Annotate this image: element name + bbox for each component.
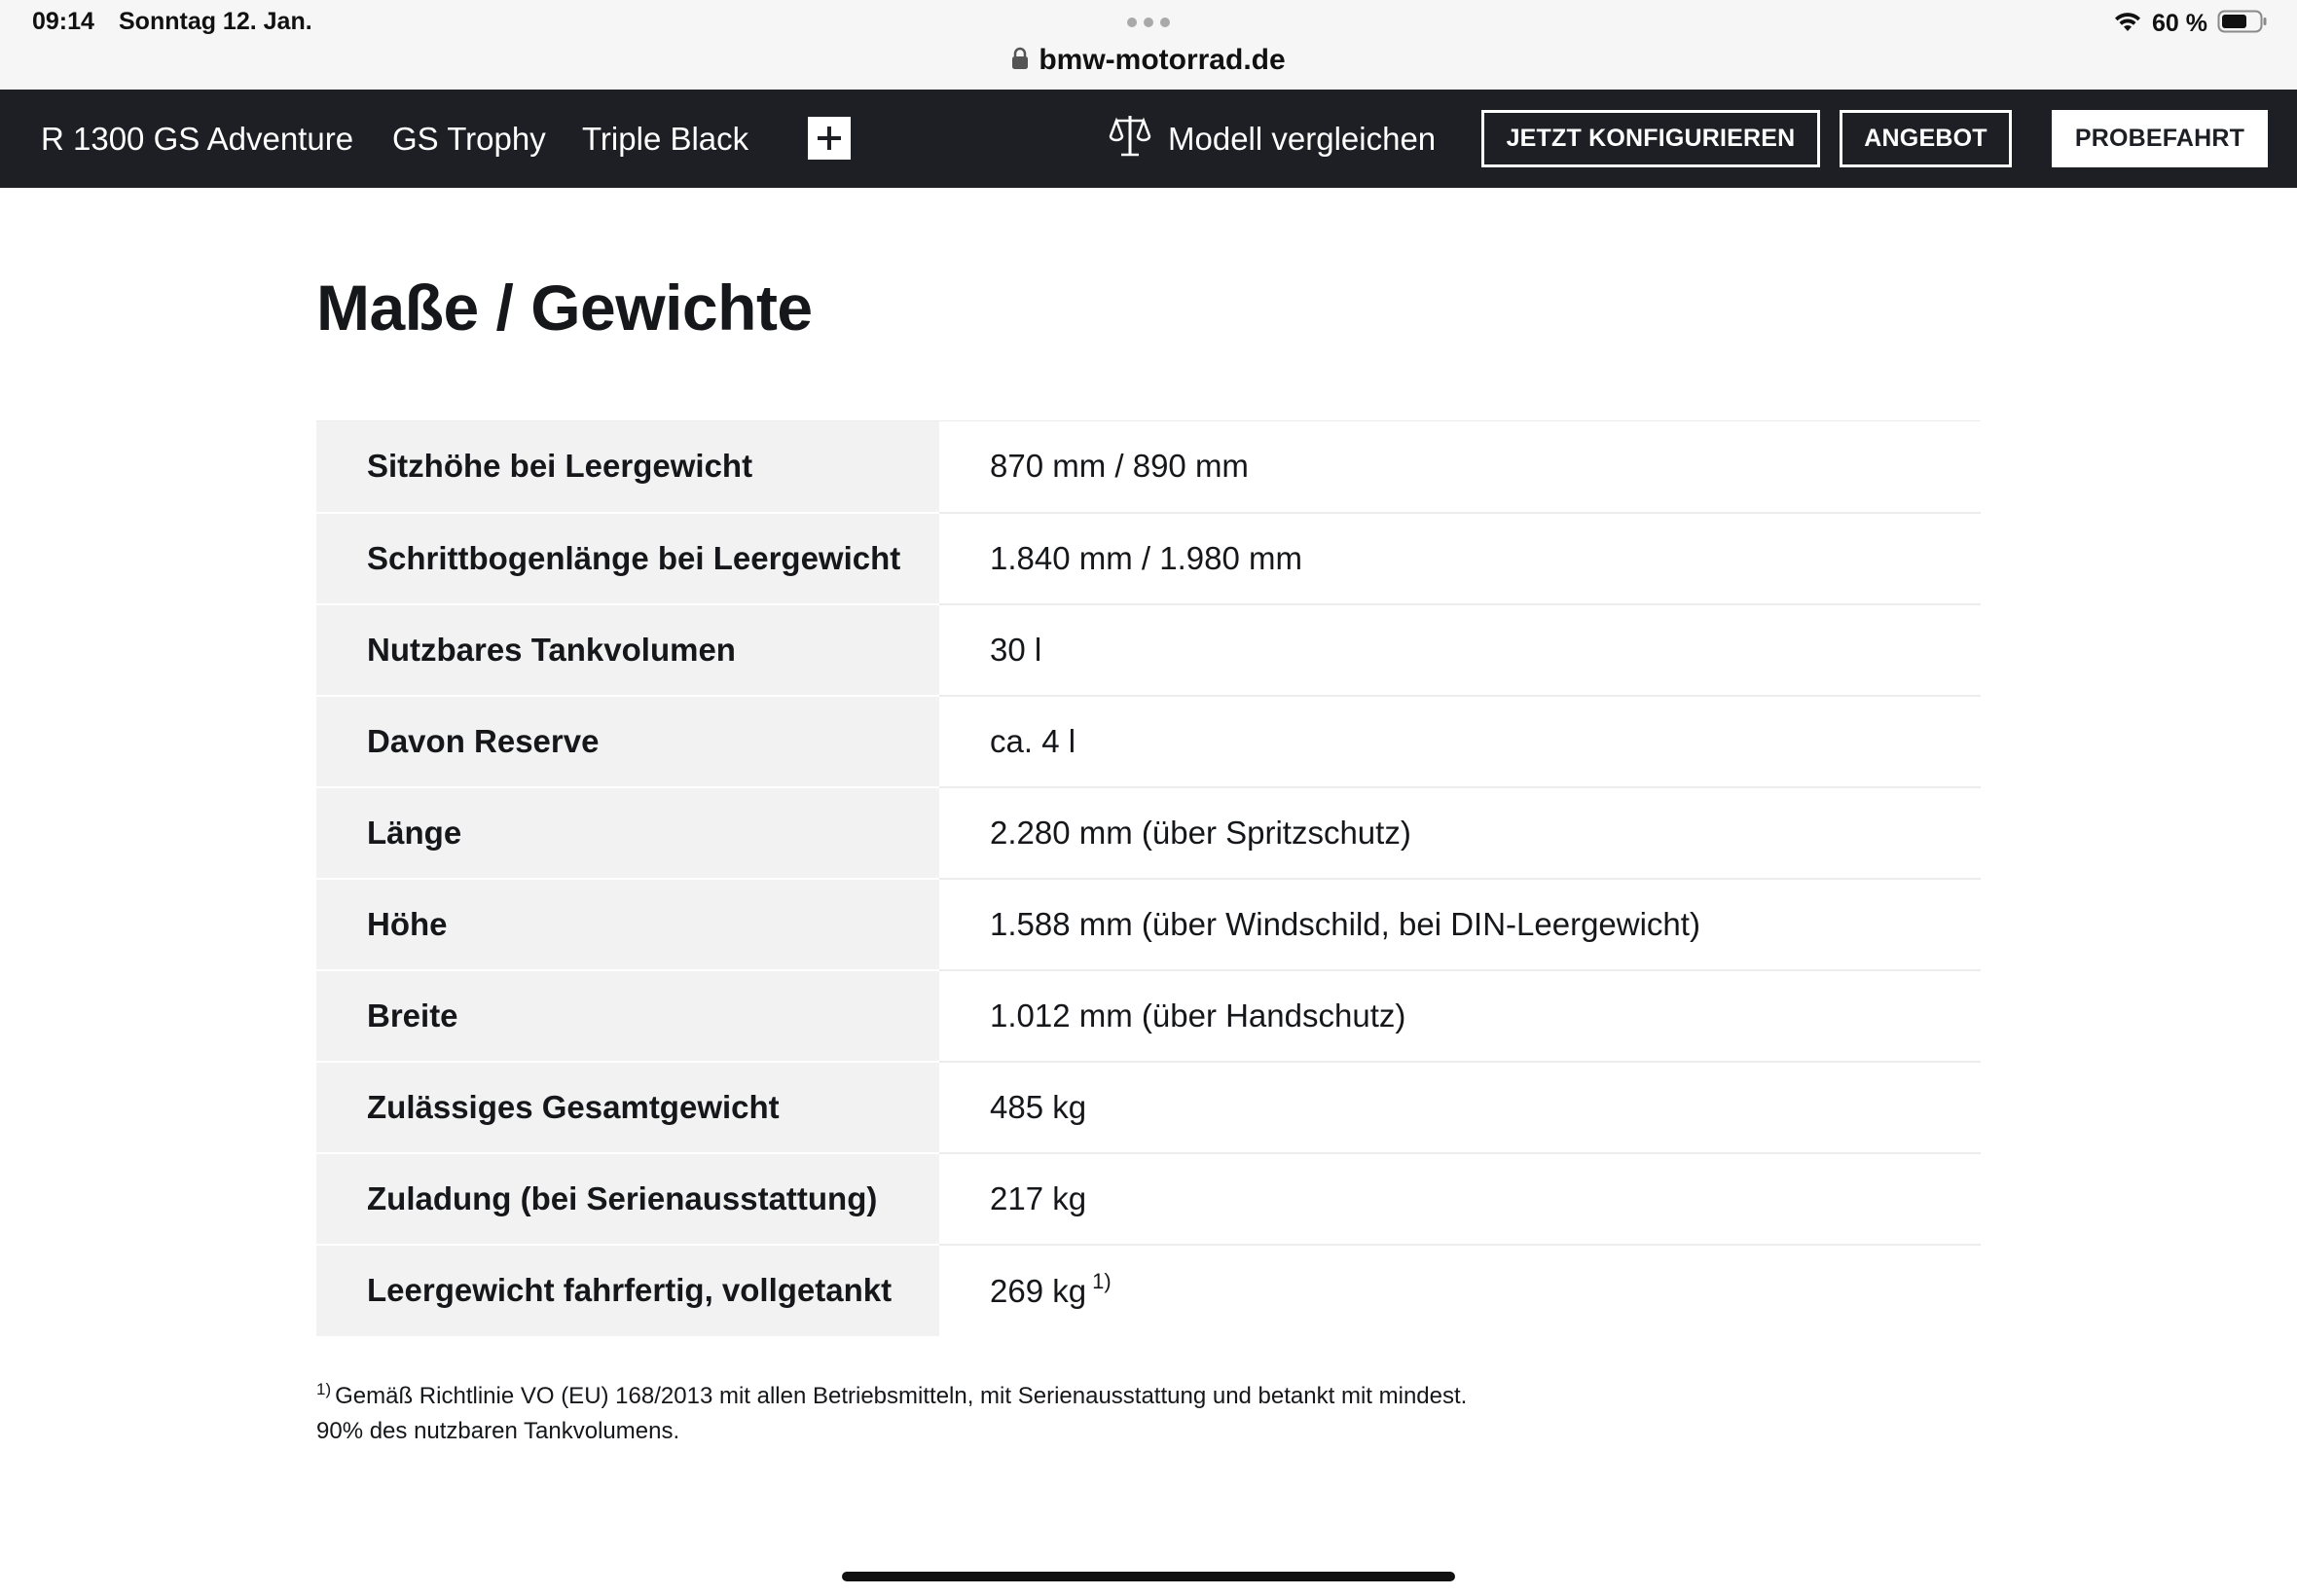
footnote-text-2: 90% des nutzbaren Tankvolumens. xyxy=(316,1418,680,1444)
page-title: Maße / Gewichte xyxy=(316,272,813,344)
table-row xyxy=(316,1062,1981,1153)
spec-label: Sitzhöhe bei Leergewicht xyxy=(316,421,939,513)
table-row xyxy=(316,970,1981,1062)
status-bar xyxy=(0,0,2297,90)
table-row xyxy=(316,696,1981,787)
status-date: Sonntag 12. Jan. xyxy=(119,8,312,35)
battery-icon xyxy=(2217,9,2268,39)
compare-models-link[interactable] xyxy=(1108,90,1436,188)
wifi-icon xyxy=(2113,10,2142,38)
spec-label: Länge xyxy=(316,787,939,879)
footnote-reference: 1) xyxy=(1092,1269,1112,1293)
spec-value: 1.840 mm / 1.980 mm xyxy=(939,513,1981,604)
footnote xyxy=(316,1372,1582,1449)
url-text[interactable]: bmw-motorrad.de xyxy=(1039,44,1286,76)
battery-percent: 60 % xyxy=(2152,9,2207,37)
table-row xyxy=(316,787,1981,879)
nav-link-gs-trophy[interactable]: GS Trophy xyxy=(392,121,546,157)
table-row xyxy=(316,1153,1981,1245)
test-ride-button[interactable]: PROBEFAHRT xyxy=(2052,110,2268,167)
configure-button[interactable]: JETZT KONFIGURIEREN xyxy=(1481,110,1820,167)
table-row xyxy=(316,604,1981,696)
spec-label: Davon Reserve xyxy=(316,696,939,787)
table-row xyxy=(316,1245,1981,1336)
spec-label: Höhe xyxy=(316,879,939,970)
add-icon[interactable] xyxy=(808,117,851,160)
spec-value: 1.012 mm (über Handschutz) xyxy=(939,970,1981,1062)
spec-label: Zuladung (bei Serienausstattung) xyxy=(316,1153,939,1245)
nav-link-r1300gs-adventure[interactable]: R 1300 GS Adventure xyxy=(41,121,354,157)
lock-icon xyxy=(1011,47,1029,75)
table-row xyxy=(316,879,1981,970)
model-navigation-bar xyxy=(0,90,2297,188)
spec-value: 485 kg xyxy=(939,1062,1981,1153)
spec-label: Nutzbares Tankvolumen xyxy=(316,604,939,696)
footnote-text-1: Gemäß Richtlinie VO (EU) 168/2013 mit allen Betriebsmitteln, mit Serienausstattung und betankt mit mindest. xyxy=(335,1383,1468,1409)
spec-value-text: 269 kg xyxy=(990,1273,1087,1309)
compare-scale-icon xyxy=(1108,113,1152,165)
offer-button[interactable]: ANGEBOT xyxy=(1840,110,2012,167)
spec-value: ca. 4 l xyxy=(939,696,1981,787)
spec-label: Breite xyxy=(316,970,939,1062)
table-row xyxy=(316,513,1981,604)
table-row xyxy=(316,421,1981,513)
spec-value: 1.588 mm (über Windschild, bei DIN-Leergewicht) xyxy=(939,879,1981,970)
status-time: 09:14 xyxy=(32,8,94,35)
spec-label: Leergewicht fahrfertig, vollgetankt xyxy=(316,1245,939,1336)
footnote-marker: 1) xyxy=(316,1380,332,1398)
dimensions-weights-table xyxy=(316,420,1981,1336)
spec-value: 2.280 mm (über Spritzschutz) xyxy=(939,787,1981,879)
spec-label: Zulässiges Gesamtgewicht xyxy=(316,1062,939,1153)
spec-value: 217 kg xyxy=(939,1153,1981,1245)
spec-value: 30 l xyxy=(939,604,1981,696)
address-bar[interactable] xyxy=(0,41,2297,80)
nav-link-triple-black[interactable]: Triple Black xyxy=(582,121,749,157)
home-indicator[interactable] xyxy=(842,1572,1455,1581)
footnote-line-1 xyxy=(316,1372,1582,1414)
compare-models-label: Modell vergleichen xyxy=(1168,120,1437,157)
spec-value: 870 mm / 890 mm xyxy=(939,421,1981,513)
spec-label: Schrittbogenlänge bei Leergewicht xyxy=(316,513,939,604)
status-indicators xyxy=(2113,6,2268,41)
spec-value-with-footnote xyxy=(939,1245,1981,1336)
multitasking-dots-icon[interactable] xyxy=(1127,18,1170,27)
